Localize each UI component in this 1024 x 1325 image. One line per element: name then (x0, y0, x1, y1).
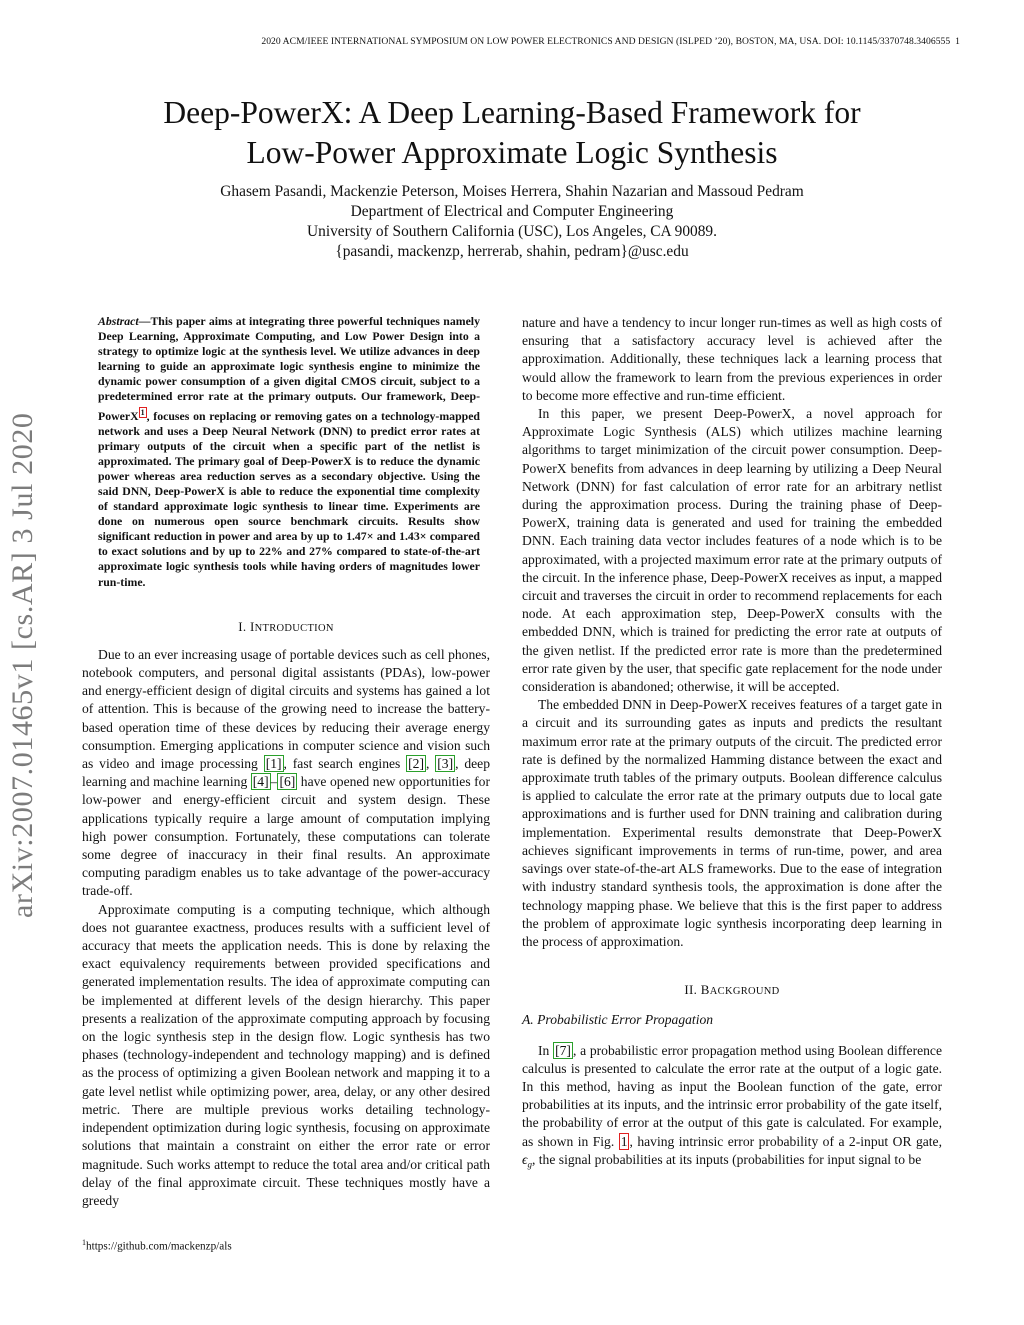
figure-link[interactable]: 1 (620, 1133, 628, 1149)
footnote-url[interactable]: https://github.com/mackenzp/als (86, 1240, 232, 1253)
intro-paragraph-3: nature and have a tendency to incur longer run-times as well as high costs of ensuring that a satisfactory accuracy level is achieved after the approximation. Additionally, these techniques lack a learning process that would allow the framework to learn from the previous experiences in order to become more effective and run-time efficient. (522, 315, 942, 403)
citation-6[interactable]: [6] (279, 774, 296, 790)
author-names: Ghasem Pasandi, Mackenzie Peterson, Moises Herrera, Shahin Nazarian and Massoud Pedram (220, 183, 804, 200)
citation-4[interactable]: [4] (252, 774, 269, 790)
abstract-text-a: This paper aims at integrating three powerful techniques namely Deep Learning, Approximate Computing, and Low Power Design into a strategy to optimize logic at the synthesis level. We utilize advances in deep learning to guide an approximate logic synthesis engine to minimize the dynamic power consumption of a given digital CMOS circuit, subject to a predetermined error rate at the primary outputs. Our framework, Deep-PowerX (98, 314, 480, 423)
intro-paragraph-5: The embedded DNN in Deep-PowerX receives features of a target gate in a circuit and its surrounding gates as inputs and predicts the resultant maximum error rate at the primary outputs of the circuit. The predicted error rate is defined by the normalized Hamming distance between the exact and approximate truth tables of the primary outputs. Boolean difference calculus is applied to calculate the error rate at the primary outputs due to local gate approximations and is further used for DNN training and calibration during implementation. Experimental results demonstrate that Deep-PowerX achieves significant improvements in terms of run-time, power, and area savings over state-of-the-art ALS frameworks. Due to the ease of integration with industry standard synthesis tools, the approximation is done after the technology mapping phase. We believe that this is the first paper to address the problem of approximate logic synthesis incorporating deep learning in the process of approximation. (522, 697, 942, 949)
intro-paragraph-1: Due to an ever increasing usage of portable devices such as cell phones, notebook computers, and personal digital assistants (PDAs), low-power and energy-efficient design of digital circuits and systems has gained a lot of attention. This is because of the growing need to increase the battery-based operation time of these devices by reducing their average energy consumption. Emerging applications in computer science and vision such as video and image processing [1] , fast search engines [2] , [3] , deep learning and machine learning [4] – [6] have opened new opportunities for low-power and energy-efficient circuit and system design. These applications typically require a large amount of computation implying high power consumption. Fortunately, these computations can tolerate some degree of inaccuracy in their final results. An approximate computing paradigm enables us to take advantage of the power-accuracy trade-off. (82, 646, 491, 899)
footnote-link[interactable]: 1 (140, 407, 145, 417)
citation-2[interactable]: [2] (408, 756, 425, 772)
abstract-label: Abstract (98, 314, 139, 328)
footnote-mark: 1 (82, 1238, 86, 1247)
citation-7[interactable]: [7] (555, 1042, 571, 1058)
right-column (522, 314, 942, 1174)
background-paragraph-1: In [7] , a probabilistic error propagation method using Boolean difference calculus is presented to calculate the error rate at the output of a logic gate. In this method, having as input the Boolean function of the gate, error probabilities at its inputs, and the intrinsic error probability of the gate itself, the probability of error at the output of this gate is calculated. For example, as shown in Fig. 1 , having intrinsic error probability of a 2-input OR gate, $\epsilon_g$, the signal probabilities at its inputs (probabilities for input signal to be (522, 1042, 942, 1170)
page-number: 1 (955, 36, 960, 47)
arxiv-stamp: arXiv:2007.01465v1 [cs.AR] 3 Jul 2020 (6, 412, 39, 918)
abstract-text-b: , focuses on replacing or removing gates on a technology-mapped network and uses a Deep Neural Network (DNN) to predict error rates at primary outputs of the circuit when a specific part of the netlist is approximated. The primary goal of Deep-PowerX is to reduce the dynamic power whereas area reduction serves as a secondary objective. Using the said DNN, Deep-PowerX is able to reduce the exponential time complexity of standard approximate logic synthesis to linear time. Experiments are done on numerous open source benchmark circuits. Results show significant reduction in power and area by up to 1.47× and 1.43× compared to exact solutions and by up to 22% and 27% compared to state-of-the-art approximate logic synthesis tools while having orders of magnitudes lower run-time. (98, 408, 480, 589)
intro-paragraph-4: In this paper, we present Deep-PowerX, a novel approach for Approximate Logic Synthesis (ALS) which utilizes machine learning algorithms to target minimization of the circuit power consumption. Deep-PowerX benefits from advances in deep learning by utilizing a Deep Neural Network (DNN) for fast calculation of error rate for an arbitrary netlist during the approximation process. During the training phase of Deep-PowerX, training data is generated and used for training the embedded DNN. Each training data vector includes features of a node which is to be approximated, with a projected maximum error rate at the primary outputs of the circuit. In the inference phase, Deep-PowerX receives as input, a mapped circuit and traverses the circuit in order to recommend replacements for each node. At each approximation step, Deep-PowerX consults with the embedded DNN, which is trained for predicting the error rate at outputs of the given netlist. If the predicted error rate is more than the predetermined error rate given by the user, that specific gate replacement for the node under consideration is abandoned; otherwise, it will be accepted. (522, 406, 942, 695)
title-line-2: Low-Power Approximate Logic Synthesis (246, 135, 778, 170)
section-heading-background: II. BACKGROUND (684, 982, 780, 998)
paper-title (80, 93, 944, 173)
abstract: Abstract—This paper aims at integrating three powerful techniques namely Deep Learning, Approximate Computing, and Low Power Design into a strategy to optimize logic at the synthesis level. We utilize advances in deep learning to guide an approximate logic synthesis engine to minimize the dynamic power consumption of a given digital CMOS circuit, subject to a predetermined error rate at the primary outputs. Our framework, Deep-PowerX $^1$ , focuses on replacing or removing gates on a technology-mapped network and uses a Deep Neural Network (DNN) to predict error rates at primary outputs of the circuit when a specific part of the netlist is approximated. The primary goal of Deep-PowerX is to reduce the dynamic power whereas area reduction serves as a secondary objective. Using the said DNN, Deep-PowerX is able to reduce the exponential time complexity of standard approximate logic synthesis to linear time. Experiments are done on numerous open source benchmark circuits. Results show significant reduction in power and area by up to 1.47× and 1.43× compared to exact solutions and by up to 22% and 27% compared to state-of-the-art approximate logic synthesis tools while having orders of magnitudes lower run-time. (98, 314, 480, 589)
author-emails: {pasandi, mackenzp, herrerab, shahin, pedram}@usc.edu (335, 243, 689, 260)
subsection-heading: A. Probabilistic Error Propagation (522, 1012, 714, 1028)
venue-line: 2020 ACM/IEEE INTERNATIONAL SYMPOSIUM ON LOW POWER ELECTRONICS AND DESIGN (ISLPED ’20), BOSTON, MA, USA. DOI: 10.1145/3370748.3406555 (261, 36, 951, 47)
author-university: University of Southern California (USC), Los Angeles, CA 90089. (307, 223, 717, 240)
author-department: Department of Electrical and Computer Engineering (350, 203, 674, 220)
running-head (60, 36, 960, 47)
left-column (82, 314, 490, 1210)
citation-3[interactable]: [3] (437, 756, 454, 772)
footnote (82, 1238, 232, 1253)
section-heading-introduction: I. INTRODUCTION (238, 618, 334, 634)
citation-1[interactable]: [1] (265, 756, 282, 772)
intro-paragraph-2: Approximate computing is a computing technique, which although does not guarantee exactness, produces results with a sufficient level of accuracy that meets the application needs. This is done by relaxing the exact equivalency requirements between provided specifications and generated implementation results. The idea of approximate computing can be implemented at different levels of the design hierarchy. This paper presents a realization of the approximate computing approach by focusing on the logic synthesis step in the design flow. Logic synthesis has two phases (technology-independent and technology mapping) and is defined as the process of optimizing a given Boolean network and mapping it to a gate level netlist while optimizing power, area, delay, or any other desired metric. There are multiple previous works detailing technology-independent optimization during logic synthesis, focusing on approximate solutions that maintain a constraint on either the error rate or error magnitude. Such works attempt to reduce the total area and/or critical path delay of the final approximate circuit. These techniques mostly have a greedy (82, 901, 490, 1208)
author-block (80, 182, 944, 262)
title-line-1: Deep-PowerX: A Deep Learning-Based Framework for (163, 95, 861, 130)
